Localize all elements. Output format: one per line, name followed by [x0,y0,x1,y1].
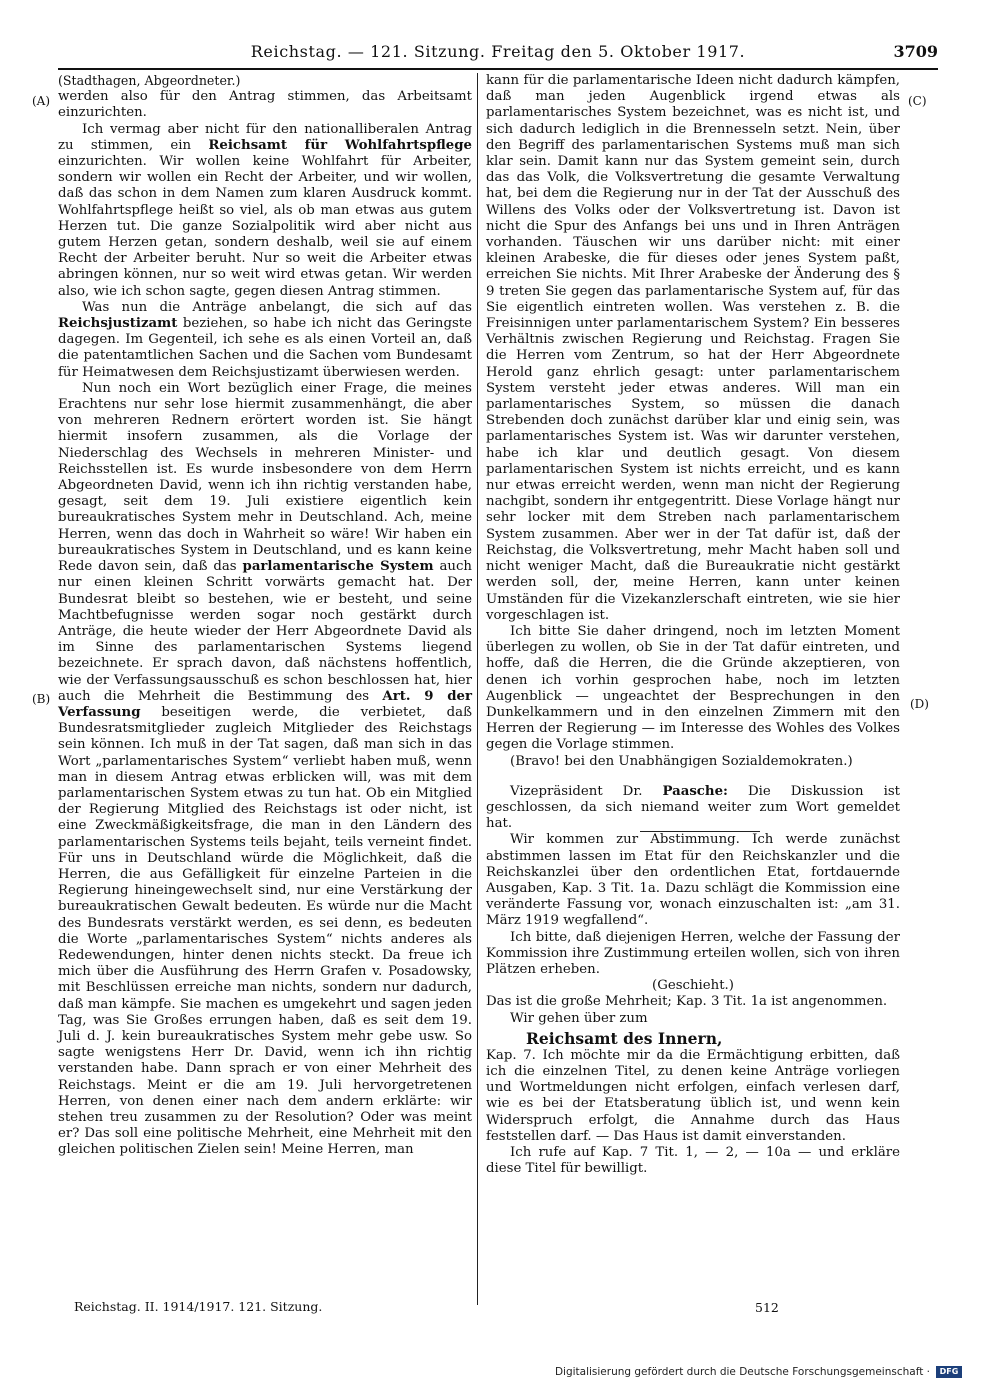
speaker-name: Paasche: [662,783,728,799]
paragraph: Kap. 7. Ich möchte mir da die Ermächtigung erbitten, daß ich die einzelnen Titel, zu denen keine Anträge vorliegen und Wortmeldungen nicht erfolgen, einfach verlesen darf, wie es bei der Etatsberatung üblich ist, und wenn kein Widerspruch erfolgt, die Annahme durch das Haus feststellen darf. — Das Haus ist damit einverstanden. [486,1047,900,1144]
paragraph [58,300,472,381]
paragraph: Ich bitte, daß diejenigen Herren, welche der Fassung der Kommission ihre Zustimmung erteilen wollen, sich von ihren Plätzen erheben. [486,929,900,977]
text-run: einzurichten. Wir wollen keine Wohlfahrt für Arbeiter, sondern wir wollen ein Recht der Arbeiter, und wir wollen, daß das schon in dem Namen zum klaren Ausdruck kommt. Wohlfahrtspflege heißt so viel, als ob man etwas aus gutem Herzen tut. Die ganze Sozialpolitik wird aber nicht aus gutem Herzen getan, sondern deshalb, weil sie auf einem Recht der Arbeiter beruht. Nur so weit die Arbeiter etwas abringen können, nur so weit wird etwas getan. Wir werden also, wie ich schon sagte, gegen diesen Antrag stimmen. [58,154,472,299]
paragraph: Ich rufe auf Kap. 7 Tit. 1, — 2, — 10a — und erkläre diese Titel für bewilligt. [486,1145,900,1177]
running-title: Reichstag. — 121. Sitzung. Freitag den 5. Oktober 1917. [250,42,746,61]
paragraph: Wir kommen zur Abstimmung. Ich werde zunächst abstimmen lassen im Etat für den Reichskanzler und die Reichskanzlei über den ordentlichen Etat, fortdauernde Ausgaben, Kap. 3 Tit. 1a. Dazu schlägt die Kommission eine veränderte Fassung vor, wonach einzuschalten ist: „am 31. März 1919 wegfallend“. [486,832,900,929]
speaker-attribution: (Stadthagen, Abgeordneter.) [58,73,241,88]
text-run: Ich vermag aber nicht für den nationalliberalen Antrag zu stimmen, ein [58,121,472,153]
dfg-logo-icon: DFG [936,1366,962,1378]
text-run: beseitigen werde, die verbietet, daß Bundesratsmitglieder zugleich Mitglieder des Reichstags sein können. Ich muß in der Tat sagen, daß man sich in das Wort „parlamentarisches System“ verliebt haben muß, wenn man in diesem Antrag etwas erblicken will, was mit dem parlamentarischen System etwas zu tun hat. Ob ein Mitglied der Regierung Mitglied des Reichstags ist oder nicht, ist eine Zweckmäßigkeitsfrage, die man in den Ländern des parlamentarischen Systems teils bejaht, teils verneint findet. Für uns in Deutschland würde die Möglichkeit, daß die Herren, die aus Gefälligkeit für einzelne Parteien in die Regierung hineingewechselt sind, nur eine Verstärkung der bureaukratischen Gewalt bedeuten. Es würde nur die Macht des Bundesrats verstärkt werden, es sei denn, es bedeuten die Worte „parlamentarisches System“ nichts anderes als Redewendungen, hinter denen nichts steckt. Da freue ich mich über die Ausführung des Herrn Grafen v. Posadowsky, mit Beschlüssen erreiche man nichts, sondern nur dadurch, daß man kämpfe. Sie machen es umgekehrt und sagen jeden Tag, was Sie Großes errungen haben, daß es seit dem 19. Juli d. J. kein bureaukratisches System mehr gebe usw. So sagte wenigstens Herr Dr. David, wenn ich ihn richtig verstanden habe. Dann sprach er von einer Mehrheit des Reichstags. Meint er die am 19. Juli hervorgetretenen Herren, von denen einer nach dem andern erklärte: wir stehen treu zusammen zu der Resolution? Oder was meint er? Das soll eine politische Mehrheit, eine Mehrheit mit den gleichen politischen Zielen sein! Meine Herren, man [58,704,472,1158]
footer-session: Reichstag. II. 1914/1917. 121. Sitzung. [74,1299,323,1314]
paragraph: Das ist die große Mehrheit; Kap. 3 Tit. 1a ist angenommen. [486,994,888,1010]
page-number: 3709 [893,42,938,61]
margin-marker-c: (C) [908,94,927,108]
margin-marker-d: (D) [910,697,929,711]
header-rule [58,68,938,70]
spacer [486,770,900,784]
running-header [58,38,938,70]
paragraph: Wir gehen über zum [510,1010,648,1026]
text-run: beziehen, so habe ich nicht das Geringste dagegen. Im Gegenteil, ich sehe es als einen Vorteil an, daß die patentamtlichen Sachen und die Sachen vom Bundesamt für Heimatwesen dem Reichsjustizamt überwiesen werden. [58,316,472,380]
digitization-credit [555,1366,962,1378]
credit-text: Digitalisierung gefördert durch die Deutsche Forschungsgemeinschaft · [554,1366,930,1378]
text-run: Vizepräsident Dr. [510,783,663,799]
paragraph: kann für die parlamentarische Ideen nicht dadurch kämpfen, daß man jeden Augenblick irgend etwas als parlamentarisches System bezeichnet, was es nicht ist, und sich dadurch lediglich in die Brennesseln setzt. Nein, über den Begriff des parlamentarischen Systems muß man sich klar sein. Damit kann nur das System gemeint sein, durch das das Volk, die Volksvertretung die gesamte Verwaltung hat, bei dem die Regierung nur in der Tat der Ausschuß des Willens des Volks oder der Volksvertretung ist. Davon ist nicht die Spur des Anfangs bei uns und in Ihren Anträgen vorhanden. Täuschen wir uns darüber nicht: mit einer kleinen Arabeske, die für dieses oder jenes System paßt, erreichen Sie nichts. Mit Ihrer Arabeske der Änderung des § 9 treten Sie gegen das parlamentarische System auf, für das Sie eigentlich eintreten wollen. Was verstehen z. B. die Freisinnigen unter parlamentarischem System? Ein besseres Verhältnis zwischen Regierung und Reichstag. Fragen Sie die Herren vom Zentrum, so hat der Herr Abgeordnete Herold ganz ehrlich gesagt: unter parlamentarischem System versteht jeder etwas anderes. Will man ein parlamentarisches System, so müssen die danach Strebenden doch zunächst darüber klar und einig sein, was parlamentarisches System ist. Was wir darunter verstehen, habe ich klar und deutlich gesagt. Von diesem parlamentarischen System ist nichts erreicht, und es kann nur etwas erreicht werden, wenn man nicht der Regierung nachgibt, sondern ihr entgegentritt. Diese Vorlage hängt nur sehr locker mit dem Streben nach parlamentarischem System zusammen. Aber wer in der Tat dafür ist, daß der Reichstag, die Volksvertretung, mehr Macht haben soll und nicht weniger Macht, daß die Bureaukratie nicht gestärkt werden soll, der, meine Herren, kann unter keinen Umständen für die Vizekanzlerschaft eintreten, wie sie hier vorgeschlagen ist. [486,73,900,623]
column-divider [477,73,478,1305]
paragraph: Ich bitte Sie daher dringend, noch im letzten Moment überlegen zu wollen, ob Sie in der Tat dafür eintreten, und hoffe, daß die Herren, die die Gründe akzeptieren, von denen ich vorhin gesprochen habe, noch im letzten Augenblick — ungeachtet der Besprechungen in den Dunkelkammern und in den einzelnen Zimmern mit den Herren der Regierung — im Interesse des Wohles des Volkes gegen die Vorlage stimmen. [486,623,900,753]
margin-marker-a: (A) [32,94,51,108]
paragraph [486,784,900,833]
text-run: Was nun die Anträge anbelangt, die sich auf das [82,299,472,315]
text-run: Nun noch ein Wort bezüglich einer Frage, die meines Erachtens nur sehr lose hiermit zusammenhängt, die aber von mehreren Rednern erörtert worden ist. Sie hängt hiermit insofern zusammen, als die Vorlage der Niederschlag des Wechsels in mehreren Minister- und Reichsstellen ist. Es wurde insbesondere von dem Herrn Abgeordneten David, wenn ich ihn richtig verstanden habe, gesagt, seit dem 19. Juli existiere eigentlich kein bureaukratisches System mehr in Deutschland. Ach, meine Herren, wenn das doch in Wahrheit so wäre! Wir haben ein bureaukratisches System in Deutschland, und es kann keine Rede davon sein, daß das [58,380,472,575]
section-heading: Reichsamt des Innern, [526,1028,723,1048]
right-column [486,73,900,1177]
left-column [58,73,472,1159]
stage-direction: (Geschieht.) [652,978,734,994]
text-run: Die Diskussion ist geschlossen, da sich niemand weiter zum Wort gemeldet hat. [486,783,900,832]
margin-marker-b: (B) [32,692,51,706]
section-rule [640,831,760,832]
text-run: auch nur einen kleinen Schritt vorwärts gemacht hat. Der Bundesrat bleibt so bestehen, wie er besteht, und seine Machtbefugnisse werden sogar noch gestärkt durch Anträge, die heute wieder der Herr Abgeordnete David als im Sinne des parlamentarischen Systems liegend bezeichnete. Er sprach davon, daß nächstens hoffentlich, wie der Verfassungsausschuß es schon beschlossen hat, hier auch die Mehrheit die Bestimmung des [58,559,472,704]
paragraph-applause: (Bravo! bei den Unabhängigen Sozialdemokraten.) [510,753,853,769]
footer-signature: 512 [755,1300,779,1315]
emphasis: Art. 9 der Verfassung [58,688,472,720]
paragraph [58,381,472,1159]
paragraph [58,122,472,300]
emphasis: Reichsjustizamt [58,316,178,332]
paragraph: werden also für den Antrag stimmen, das Arbeitsamt einzurichten. [58,89,472,121]
emphasis: parlamentarische System [242,559,434,575]
emphasis: Reichsamt für Wohlfahrtspflege [208,137,473,153]
